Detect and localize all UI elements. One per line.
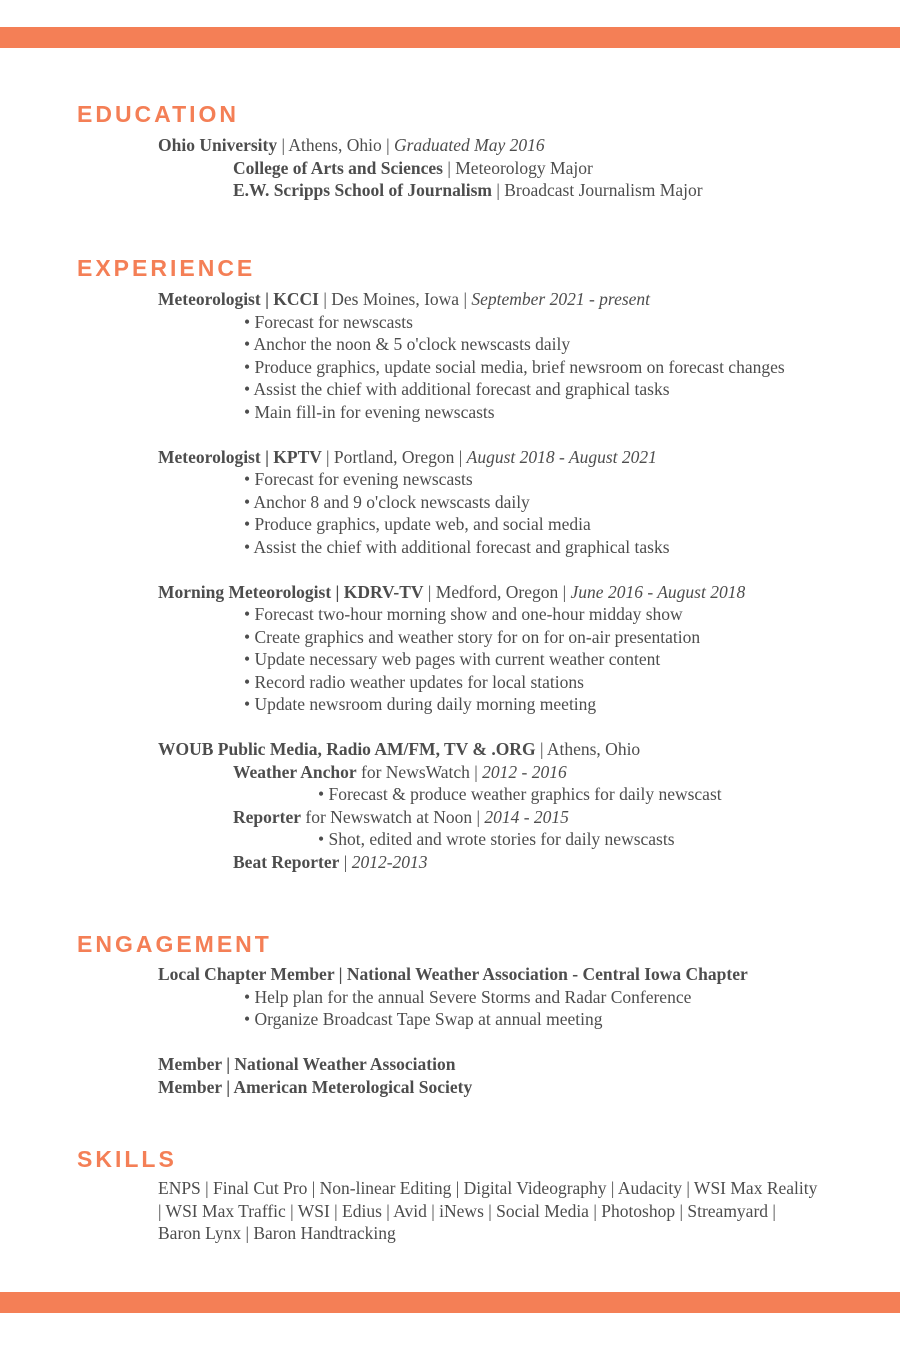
woub-role-rest: for NewsWatch | [356,762,483,782]
engagement-chapter: Local Chapter Member | National Weather Association - Central Iowa Chapter [158,964,748,984]
woub-role-bullet: • Shot, edited and wrote stories for daily newscasts [318,829,675,849]
college-major-1: | Meteorology Major [442,158,593,178]
woub-role: Reporter [233,807,302,827]
woub-role-bullet: • Forecast & produce weather graphics for daily newscast [318,784,722,804]
college-name-2: E.W. Scripps School of Journalism [233,180,492,200]
woub-role-line [233,761,567,784]
woub-role: Beat Reporter [233,852,340,872]
woub-role-dates: 2012-2013 [351,852,428,872]
woub-title: WOUB Public Media, Radio AM/FM, TV & .ORG [158,739,536,759]
job-dates: September 2021 - present [471,289,651,309]
school-location: | Athens, Ohio | [277,135,394,155]
job-bullet: • Produce graphics, update social media, brief newsroom on forecast changes [244,357,785,377]
graduation-date: Graduated May 2016 [393,135,545,155]
woub-role-line [233,806,569,829]
job-bullet: • Produce graphics, update web, and social media [244,514,591,534]
skills-list: ENPS | Final Cut Pro | Non-linear Editing | Digital Videography | Audacity | WSI Max Reality | WSI Max Traffic | WSI | Edius | Avid | iNews | Social Media | Photoshop | Streamyard | Baron Lynx | Baron Handtracking [158,1178,818,1244]
bottom-accent-bar [0,1292,900,1313]
job-title: Morning Meteorologist | KDRV-TV [158,582,424,602]
woub-role-dates: 2014 - 2015 [484,807,569,827]
job-place: | Des Moines, Iowa | [319,289,472,309]
woub-role-line [233,851,428,874]
engagement-heading: ENGAGEMENT [77,931,272,957]
membership: Member | American Meterological Society [158,1077,473,1097]
membership: Member | National Weather Association [158,1054,456,1074]
job-bullet: • Update necessary web pages with current weather content [244,649,661,669]
woub-role-rest: | [339,852,352,872]
job-dates: June 2016 - August 2018 [570,582,746,602]
woub-title-line [158,738,640,761]
education-heading: EDUCATION [77,101,240,127]
job-title-line [158,446,657,469]
education-college-line-2 [233,179,703,202]
woub-role: Weather Anchor [233,762,357,782]
school-name: Ohio University [158,135,278,155]
job-title-line [158,581,745,604]
college-major-2: | Broadcast Journalism Major [492,180,703,200]
job-bullet: • Assist the chief with additional forecast and graphical tasks [244,537,670,557]
job-bullet: • Forecast for newscasts [244,312,413,332]
job-place: | Medford, Oregon | [423,582,571,602]
woub-role-rest: for Newswatch at Noon | [301,807,485,827]
job-bullet: • Anchor 8 and 9 o'clock newscasts daily [244,492,530,512]
job-bullet: • Forecast two-hour morning show and one-hour midday show [244,604,683,624]
job-title: Meteorologist | KPTV [158,447,326,467]
job-bullet: • Forecast for evening newscasts [244,469,473,489]
college-name-1: College of Arts and Sciences [233,158,443,178]
job-title-line [158,288,650,311]
top-accent-bar [0,27,900,48]
engagement-bullet: • Organize Broadcast Tape Swap at annual meeting [244,1009,603,1029]
job-dates: August 2018 - August 2021 [466,447,657,467]
job-bullet: • Create graphics and weather story for on for on-air presentation [244,627,701,647]
education-school-line [158,134,545,157]
job-bullet: • Anchor the noon & 5 o'clock newscasts daily [244,334,571,354]
engagement-bullet: • Help plan for the annual Severe Storms and Radar Conference [244,987,692,1007]
job-title: Meteorologist | KCCI [158,289,319,309]
experience-heading: EXPERIENCE [77,255,256,281]
job-bullet: • Record radio weather updates for local stations [244,672,584,692]
job-place: | Portland, Oregon | [325,447,467,467]
education-college-line-1 [233,157,593,180]
woub-place: | Athens, Ohio [535,739,641,759]
woub-role-dates: 2012 - 2016 [482,762,567,782]
skills-heading: SKILLS [77,1146,177,1172]
job-bullet: • Update newsroom during daily morning meeting [244,694,597,714]
job-bullet: • Assist the chief with additional forecast and graphical tasks [244,379,670,399]
job-bullet: • Main fill-in for evening newscasts [244,402,495,422]
